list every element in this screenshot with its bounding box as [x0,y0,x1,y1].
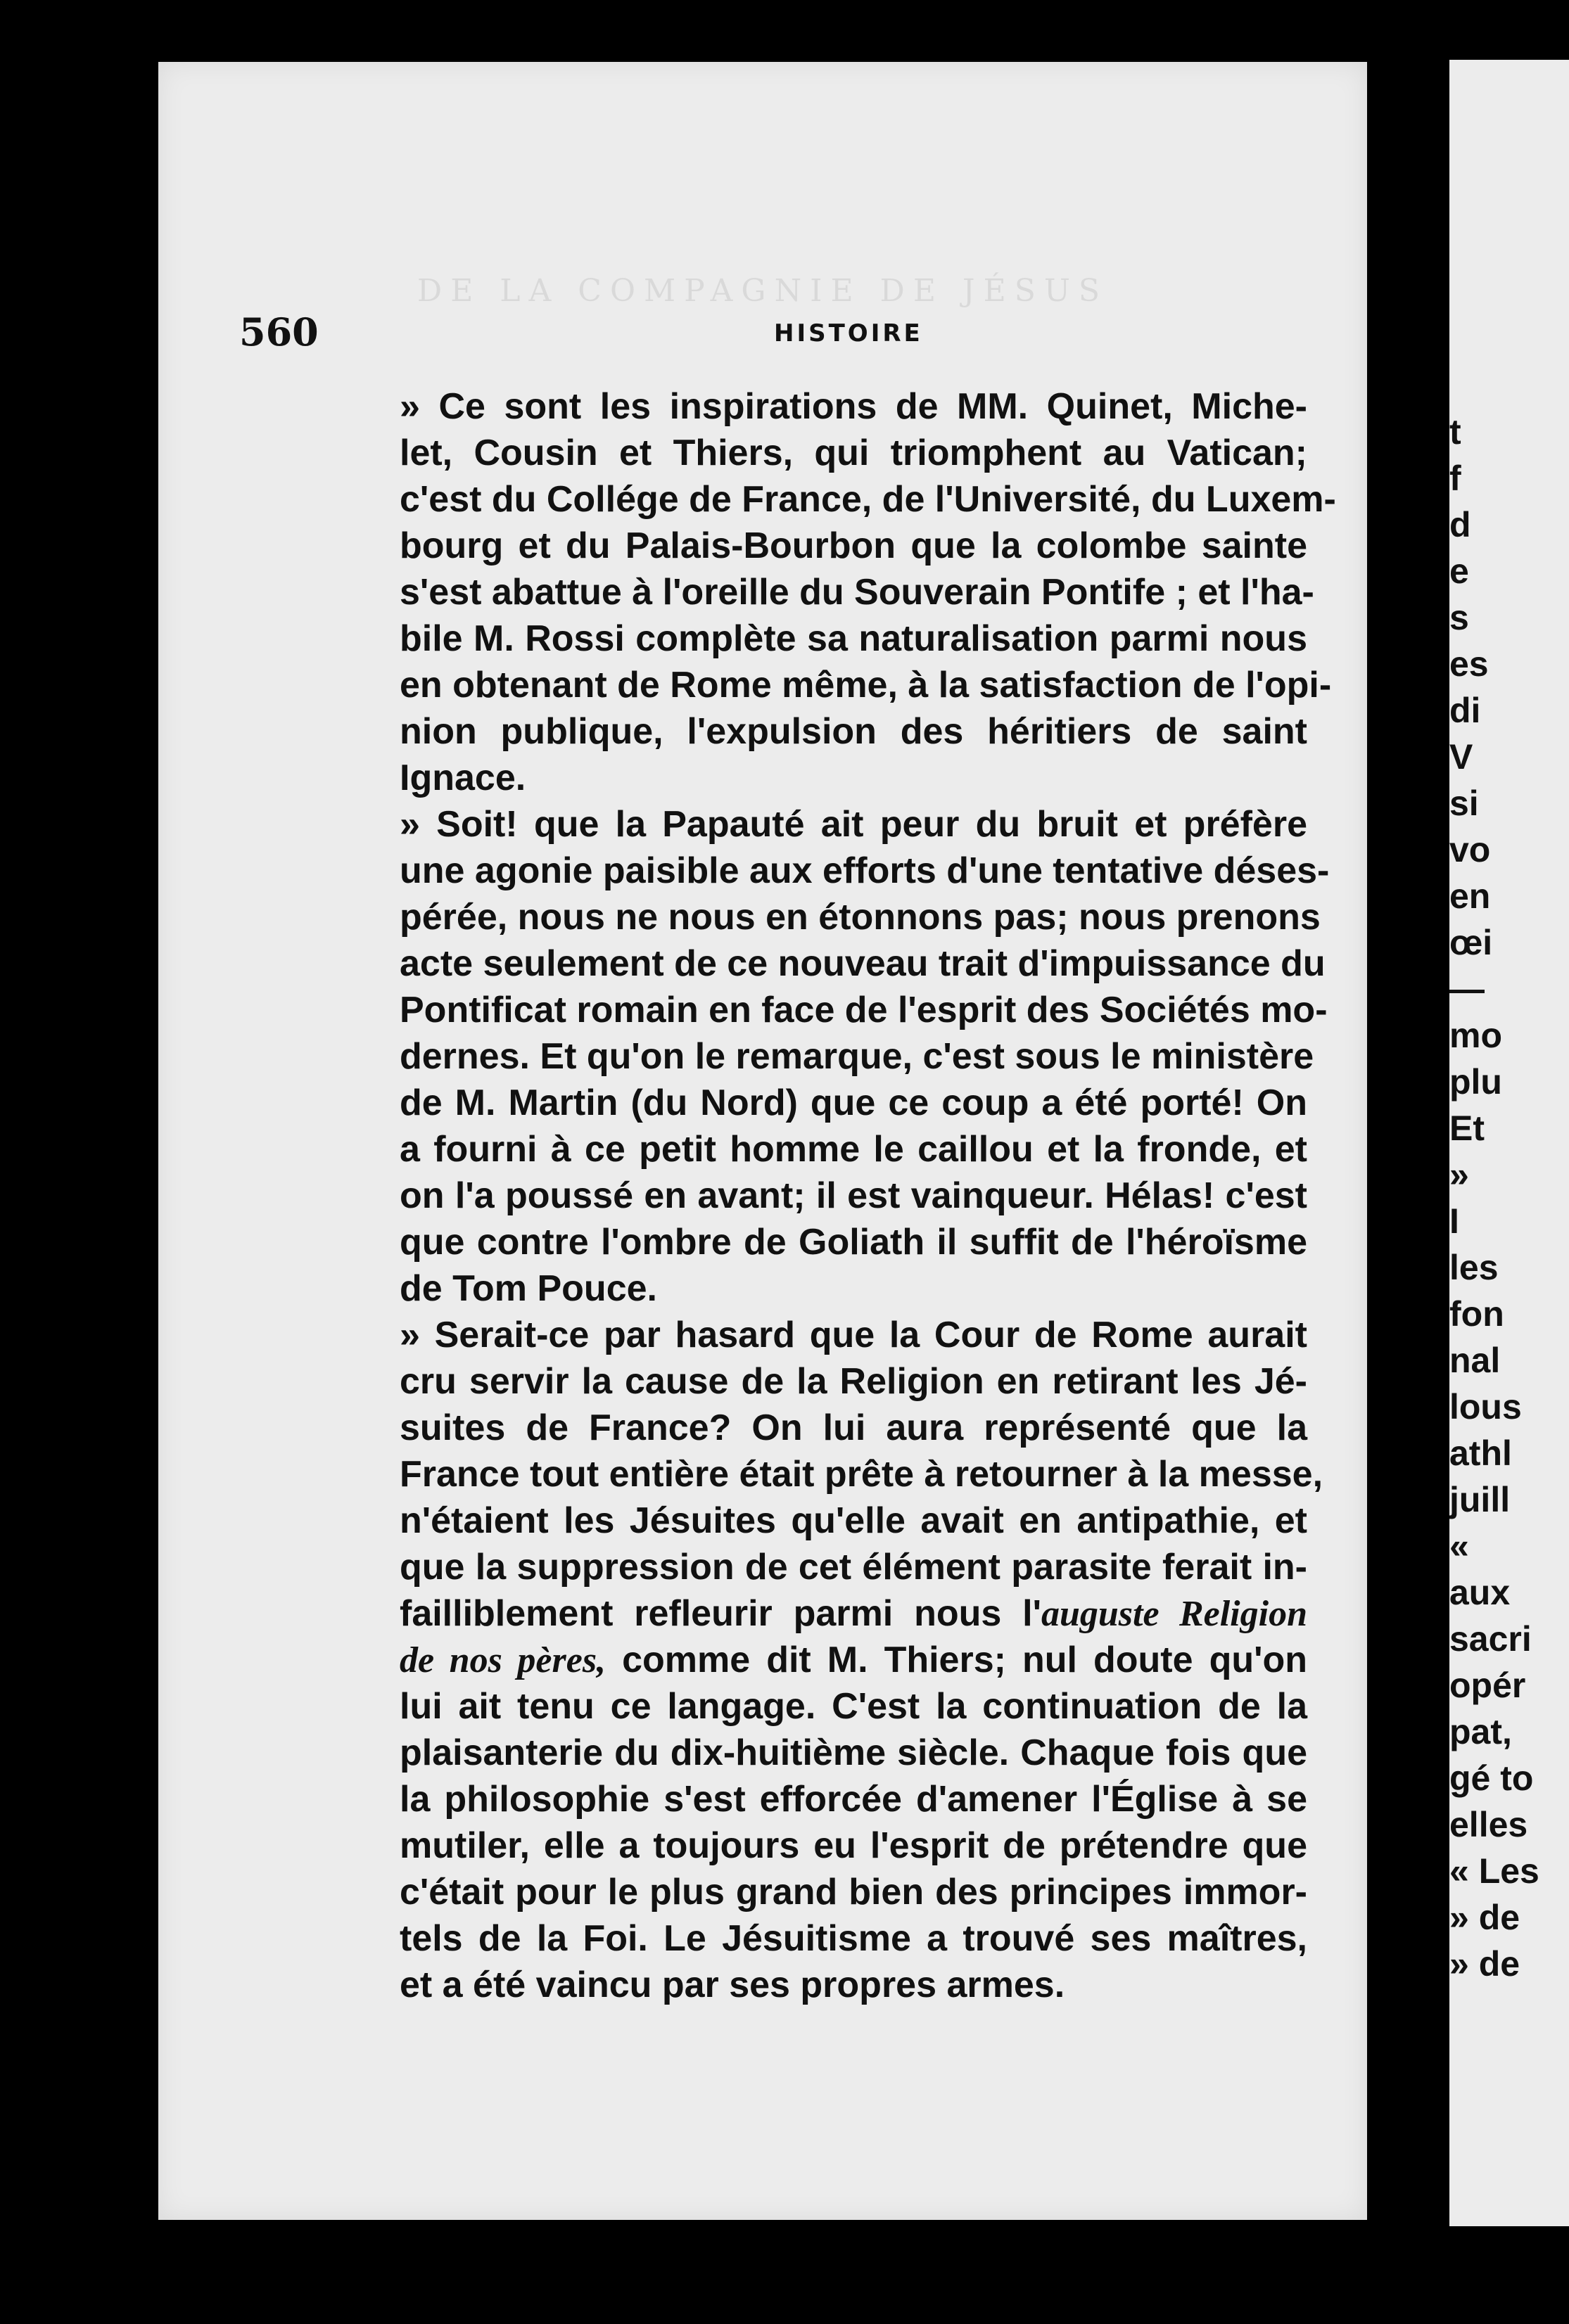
facing-page-fragment: s [1449,598,1469,637]
text-line: c'est du Collége de France, de l'Université, du Luxem- [400,479,1336,520]
text-line: France tout entière était prête à retourner à la messe, [400,1454,1323,1495]
facing-page-fragment: fon [1449,1294,1504,1334]
text-line: n'étaient les Jésuites qu'elle avait en antipathie, et [400,1500,1307,1541]
text-line: de Tom Pouce. [400,1268,657,1309]
text-line: Ignace. [400,758,526,798]
text-line: tels de la Foi. Le Jésuitisme a trouvé ses maîtres, [400,1918,1307,1959]
bleed-through-text: DE LA COMPAGNIE DE JÉSUS [417,273,1109,309]
facing-page-fragment: » [1449,1155,1469,1194]
page-number: 560 [239,309,319,355]
facing-page-fragment: plu [1449,1062,1502,1102]
text-line: suites de France? On lui aura représenté que la [400,1407,1307,1448]
facing-page-fragment: I [1449,1201,1459,1241]
text-line: lui ait tenu ce langage. C'est la continuation de la [400,1686,1307,1727]
text-line: Pontificat romain en face de l'esprit des Sociétés mo- [400,990,1328,1030]
text-line: plaisanterie du dix-huitième siècle. Chaque fois que [400,1732,1307,1773]
facing-page-fragment: opér [1449,1666,1526,1705]
text-line: de nos pères, comme dit M. Thiers; nul doute qu'on [400,1640,1307,1680]
text-line: let, Cousin et Thiers, qui triomphent au Vatican; [400,433,1307,473]
text-line: une agonie paisible aux efforts d'une tentative déses- [400,850,1330,891]
facing-page-fragment: aux [1449,1573,1511,1612]
text-line: s'est abattue à l'oreille du Souverain Pontife ; et l'ha- [400,572,1314,613]
facing-page-fragment: mo [1449,1016,1502,1055]
text-line: mutiler, elle a toujours eu l'esprit de prétendre que [400,1825,1307,1866]
facing-page-fragment: pat, [1449,1712,1512,1751]
text-line: en obtenant de Rome même, à la satisfaction de l'opi- [400,665,1332,706]
italic-phrase: auguste Religion [1041,1594,1307,1634]
text-line: que la suppression de cet élément parasite ferait in- [400,1547,1307,1588]
facing-page-strip [1449,60,1569,2226]
text-line: que contre l'ombre de Goliath il suffit de l'héroïsme [400,1222,1307,1263]
facing-page-fragment: athl [1449,1434,1512,1473]
running-title: HISTOIRE [774,319,923,347]
facing-page-fragment: sacri [1449,1619,1532,1659]
text-line: failliblement refleurir parmi nous l'auguste Religion [400,1593,1307,1634]
text-line: dernes. Et qu'on le remarque, c'est sous le ministère [400,1036,1314,1077]
facing-page-fragment: si [1449,784,1479,823]
facing-page-fragment: nal [1449,1341,1501,1380]
facing-page-fragment: œi [1449,923,1493,962]
facing-page-fragment: » de [1449,1898,1520,1937]
text-line: » Soit! que la Papauté ait peur du bruit et préfère [400,804,1307,845]
text-line: la philosophie s'est efforcée d'amener l'Église à se [400,1779,1307,1820]
facing-page-fragment: di [1449,691,1481,730]
text-line: nion publique, l'expulsion des héritiers de saint [400,711,1307,752]
facing-page-fragment: V [1449,737,1473,777]
facing-page-fragment: gé to [1449,1758,1534,1798]
facing-page-fragment: » de [1449,1944,1520,1984]
facing-page-fragment: juill [1449,1480,1511,1519]
text-line: » Ce sont les inspirations de MM. Quinet, Miche- [400,386,1307,427]
facing-page-fragment: « Les [1449,1851,1539,1891]
text-line: cru servir la cause de la Religion en retirant les Jé- [400,1361,1307,1402]
text-line: de M. Martin (du Nord) que ce coup a été porté! On [400,1083,1307,1123]
facing-page-fragment: « [1449,1526,1469,1566]
facing-page-fragment: d [1449,505,1471,544]
text-line: » Serait-ce par hasard que la Cour de Rome aurait [400,1315,1307,1355]
facing-page-fragment: lous [1449,1387,1522,1426]
facing-page-fragment: les [1449,1248,1499,1287]
facing-page-fragment: vo [1449,830,1491,869]
facing-page-fragment: elles [1449,1805,1528,1844]
facing-page-fragment: es [1449,644,1489,684]
text-line: acte seulement de ce nouveau trait d'impuissance du [400,943,1326,984]
text-line: bile M. Rossi complète sa naturalisation parmi nous [400,618,1307,659]
facing-page-fragment: en [1449,876,1491,916]
text-line: pérée, nous ne nous en étonnons pas; nous prenons [400,897,1321,938]
italic-phrase: de nos pères, [400,1640,606,1680]
facing-page-fragment: e [1449,551,1469,591]
text-line: on l'a poussé en avant; il est vainqueur. Hélas! c'est [400,1175,1307,1216]
text-line: a fourni à ce petit homme le caillou et la fronde, et [400,1129,1307,1170]
body-text [400,383,1336,2008]
facing-page-fragment: t [1449,412,1461,452]
running-head [239,309,1302,366]
facing-page-fragment: Et [1449,1109,1485,1148]
text-line: bourg et du Palais-Bourbon que la colombe sainte [400,525,1307,566]
text-line: et a été vaincu par ses propres armes. [400,1965,1065,2005]
facing-page-fragment: f [1449,459,1461,498]
text-line: c'était pour le plus grand bien des principes immor- [400,1872,1307,1913]
facing-page-fragment: — [1449,969,1485,1009]
